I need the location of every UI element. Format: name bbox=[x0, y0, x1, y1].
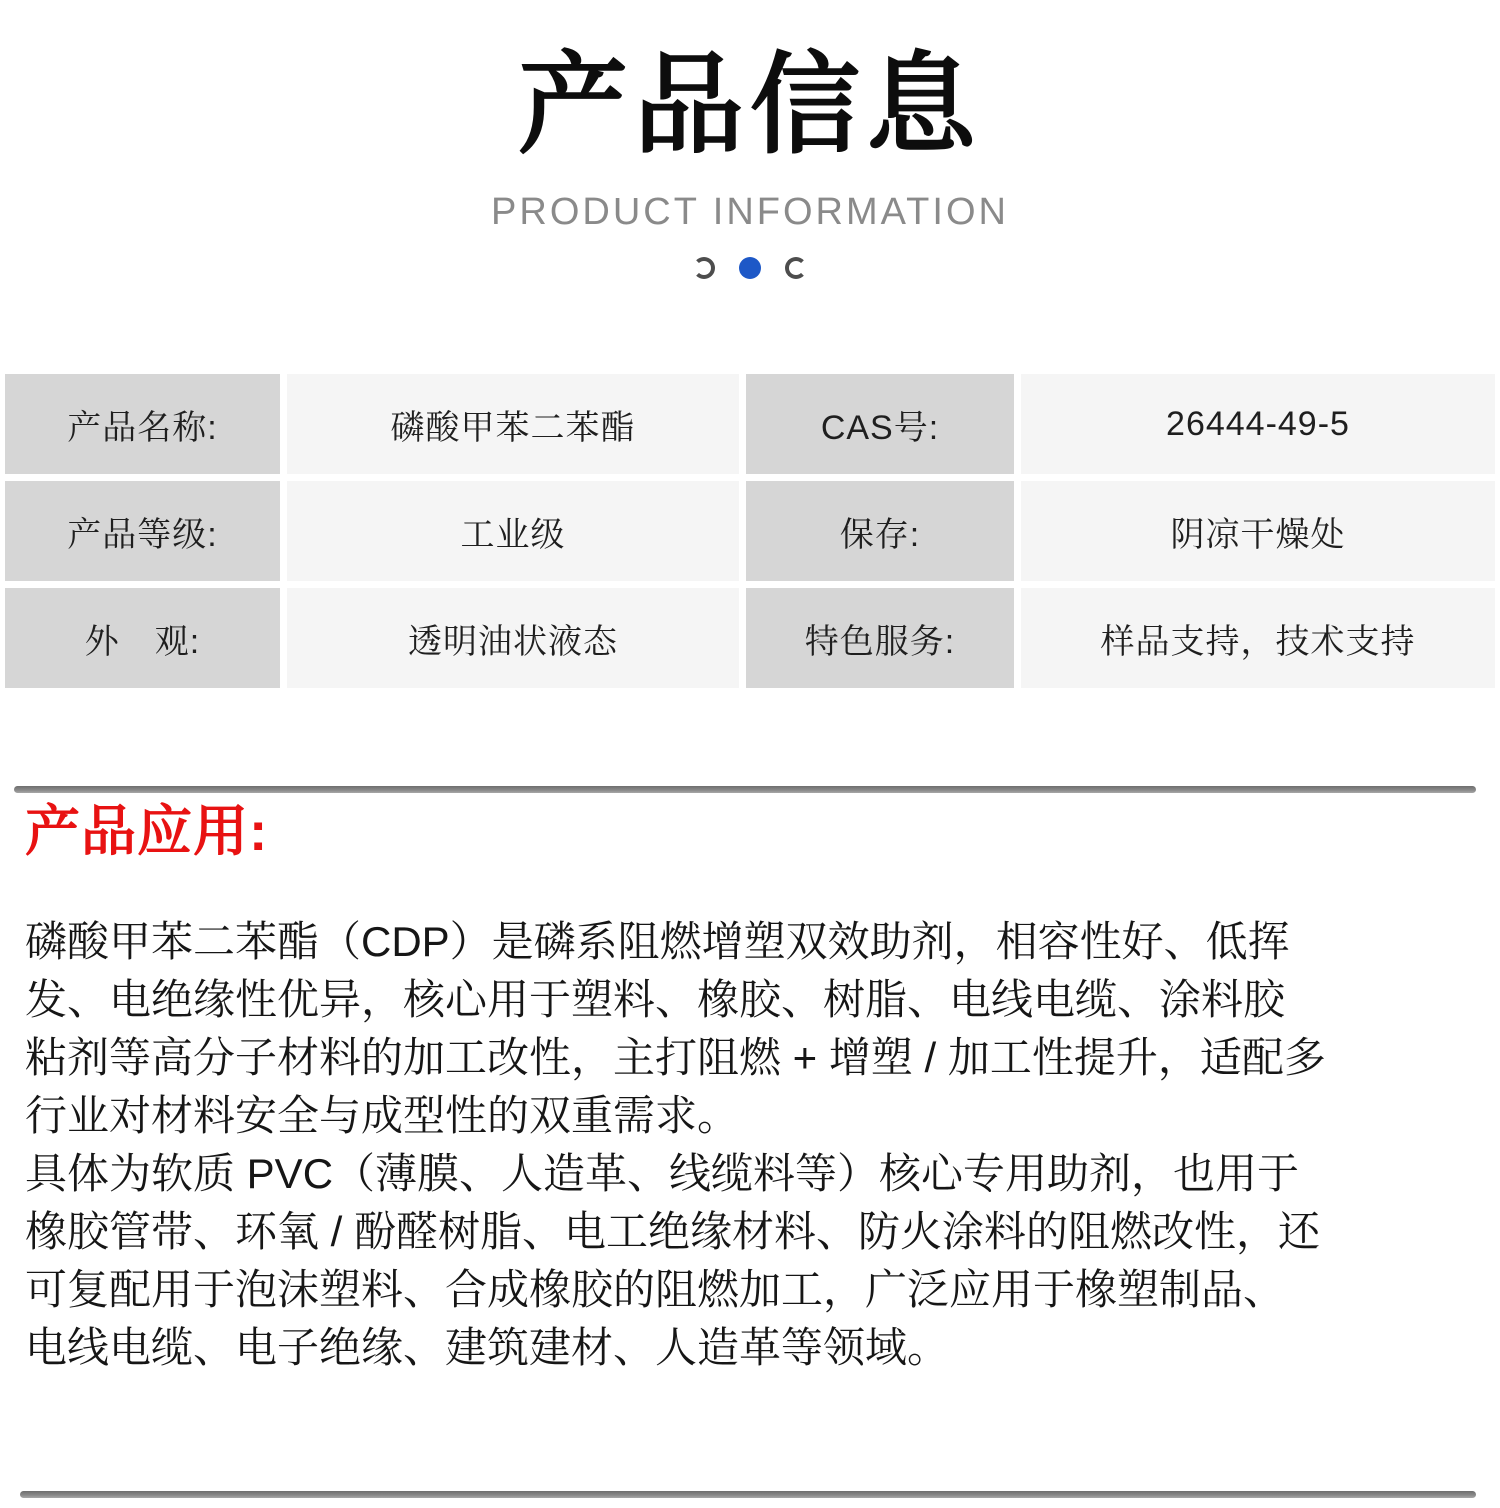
application-text-line: 磷酸甲苯二苯酯（CDP）是磷系阻燃增塑双效助剂，相容性好、低挥 bbox=[25, 918, 1290, 965]
spec-value-cas-number: 26444-49-5 bbox=[1021, 374, 1495, 474]
spec-value-storage: 阴凉干燥处 bbox=[1021, 481, 1495, 581]
crescent-left-icon bbox=[693, 257, 715, 279]
application-text-line: 发、电绝缘性优异，核心用于塑料、橡胶、树脂、电线电缆、涂料胶 bbox=[25, 976, 1286, 1023]
spec-label-product-name: 产品名称: bbox=[5, 374, 280, 474]
application-text-line: 橡胶管带、环氧 / 酚醛树脂、电工绝缘材料、防火涂料的阻燃改性，还 bbox=[25, 1208, 1321, 1255]
page-subtitle: PRODUCT INFORMATION bbox=[491, 191, 1009, 234]
header bbox=[0, 0, 1500, 279]
section-divider-bottom bbox=[20, 1491, 1476, 1498]
application-text-line: 电线电缆、电子绝缘、建筑建材、人造革等领域。 bbox=[25, 1324, 950, 1371]
spec-value-grade: 工业级 bbox=[287, 481, 739, 581]
spec-label-cas-number: CAS号: bbox=[746, 374, 1014, 474]
application-text-line: 行业对材料安全与成型性的双重需求。 bbox=[25, 1092, 740, 1139]
spec-label-appearance: 外 观: bbox=[5, 588, 280, 688]
spec-label-storage: 保存: bbox=[746, 481, 1014, 581]
carousel-dots bbox=[0, 257, 1500, 279]
spec-table bbox=[5, 374, 1495, 688]
application-text-line: 可复配用于泡沫塑料、合成橡胶的阻燃加工，广泛应用于橡塑制品、 bbox=[25, 1266, 1286, 1313]
spec-value-product-name: 磷酸甲苯二苯酯 bbox=[287, 374, 739, 474]
application-text bbox=[25, 913, 1490, 1377]
spec-value-services: 样品支持，技术支持 bbox=[1021, 588, 1495, 688]
application-text-line: 粘剂等高分子材料的加工改性，主打阻燃 + 增塑 / 加工性提升，适配多 bbox=[25, 1034, 1326, 1081]
spec-label-grade: 产品等级: bbox=[5, 481, 280, 581]
page-title: 产品信息 bbox=[518, 44, 982, 167]
application-text-line: 具体为软质 PVC（薄膜、人造革、线缆料等）核心专用助剂，也用于 bbox=[25, 1150, 1300, 1197]
spec-label-services: 特色服务: bbox=[746, 588, 1014, 688]
crescent-right-icon bbox=[785, 257, 807, 279]
spec-value-appearance: 透明油状液态 bbox=[287, 588, 739, 688]
active-dot-icon bbox=[739, 257, 761, 279]
application-heading: 产品应用: bbox=[25, 800, 269, 862]
section-divider-top bbox=[14, 786, 1476, 793]
